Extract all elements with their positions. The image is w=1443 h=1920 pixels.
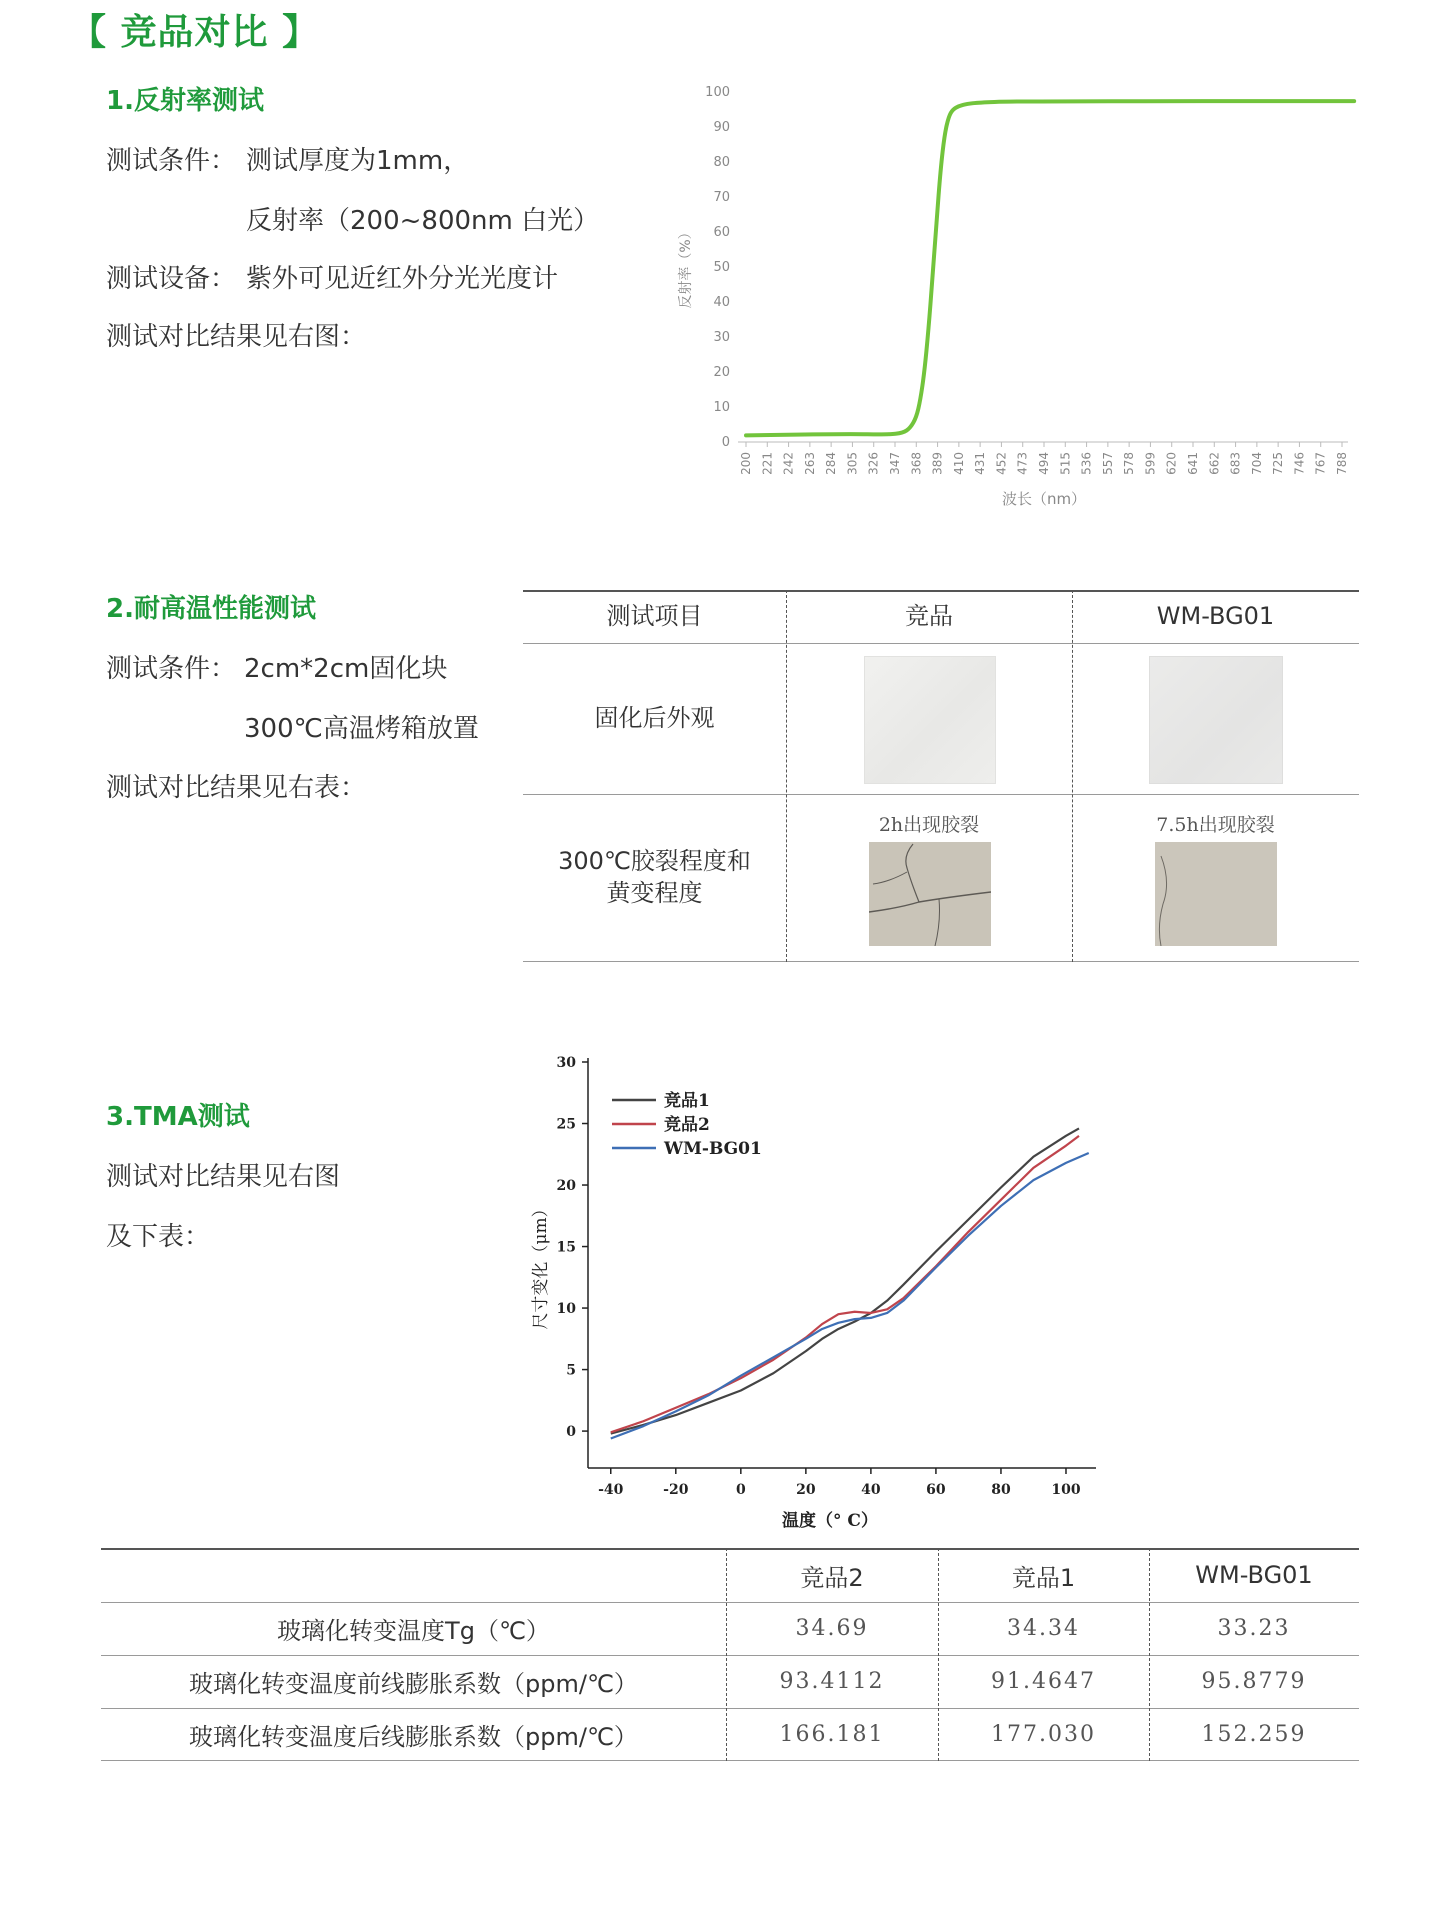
x-tick-label: 347: [888, 452, 902, 475]
x-tick-label: 305: [845, 452, 860, 475]
x-tick-label: 0: [735, 1482, 746, 1498]
y-tick-label: 0: [721, 435, 730, 450]
wm-cured-sample-image: [1149, 656, 1283, 784]
tma-row-tg-label: 玻璃化转变温度Tg（℃）: [277, 1617, 550, 1645]
y-tick-label: 70: [713, 190, 730, 205]
legend-label-1: 竞品1: [664, 1091, 710, 1111]
x-tick-label: 20: [796, 1482, 816, 1498]
tma-chart: [520, 1048, 1120, 1538]
section2-condition-line1: 2cm*2cm固化块: [244, 654, 448, 684]
x-tick-label: 494: [1037, 452, 1051, 475]
section1-condition-line2: 反射率（200~800nm 白光）: [246, 206, 600, 236]
y-tick-label: 40: [713, 295, 730, 310]
row-heat-crack-label-line1: 300℃胶裂程度和: [558, 847, 751, 876]
x-tick-label: 767: [1313, 452, 1328, 475]
header-competitor: 竞品: [905, 601, 953, 630]
tma-header-wm-bg01: WM-BG01: [1195, 1561, 1313, 1589]
x-tick-label: 704: [1249, 452, 1264, 475]
section2-condition-line2: 300℃高温烤箱放置: [244, 714, 479, 744]
tma-row-cte-before-competitor2: 93.4112: [779, 1669, 885, 1694]
x-axis-label: 波长（nm）: [1001, 490, 1087, 508]
table-rule: [101, 1760, 1359, 1761]
x-tick-label: 80: [991, 1482, 1011, 1498]
table-divider: [1072, 590, 1073, 962]
header-test-item: 测试项目: [606, 601, 703, 630]
section1-result-note: 测试对比结果见右图：: [106, 322, 367, 352]
y-tick-label: 30: [556, 1055, 576, 1071]
x-tick-label: 641: [1186, 452, 1200, 475]
x-tick-label: 536: [1079, 452, 1094, 475]
x-tick-label: 452: [994, 452, 1009, 475]
y-tick-label: 20: [556, 1178, 576, 1195]
sample-surface: [1155, 842, 1277, 946]
section2-heading: 2.耐高温性能测试: [106, 594, 316, 624]
x-tick-label: 683: [1228, 452, 1243, 475]
x-tick-label: 100: [1051, 1482, 1081, 1498]
x-tick-label: 200: [739, 452, 753, 475]
tma-row-tg-competitor1: 34.34: [1007, 1616, 1080, 1641]
y-tick-label: 0: [566, 1424, 576, 1441]
wm-crack-caption: 7.5h出现胶裂: [1156, 814, 1275, 836]
tma-row-cte-after-label: 玻璃化转变温度后线膨胀系数（ppm/℃）: [189, 1722, 638, 1751]
reflectance-chart: [670, 78, 1370, 518]
section2-condition-label: 测试条件：: [106, 654, 237, 684]
x-tick-label: 242: [781, 452, 796, 475]
x-tick-label: 60: [926, 1482, 946, 1498]
table-divider: [786, 590, 787, 962]
competitor-cured-sample-image: [864, 656, 996, 784]
y-axis-label: 反射率（%）: [678, 225, 694, 309]
section3-line1: 测试对比结果见右图: [106, 1162, 341, 1192]
x-tick-label: 284: [824, 452, 839, 475]
x-tick-label: 40: [861, 1482, 881, 1498]
x-tick-label: 431: [973, 452, 988, 475]
tma-row-cte-before-label: 玻璃化转变温度前线膨胀系数（ppm/℃）: [189, 1670, 638, 1698]
tma-header-competitor2: 竞品2: [800, 1563, 864, 1592]
tma-table: [101, 1548, 1359, 1761]
y-tick-label: 30: [713, 330, 730, 345]
y-tick-label: 60: [713, 225, 730, 240]
row-heat-crack-label: [523, 794, 786, 961]
x-tick-label: 410: [951, 452, 966, 475]
tma-row-cte-after-competitor1: 177.030: [991, 1721, 1096, 1747]
x-tick-label: -40: [598, 1482, 624, 1498]
tma-header-competitor1: 竞品1: [1011, 1563, 1076, 1592]
header-wm-bg01: WM-BG01: [1156, 601, 1275, 630]
row-cured-appearance-label: 固化后外观: [594, 703, 715, 732]
legend-label-3: WM-BG01: [664, 1139, 762, 1159]
y-tick-label: 10: [556, 1301, 576, 1318]
y-tick-label: 10: [713, 400, 730, 415]
x-tick-label: 725: [1271, 452, 1286, 475]
section2-result-note: 测试对比结果见右表：: [106, 773, 367, 803]
competitor-crack-caption: 2h出现胶裂: [878, 814, 980, 836]
x-tick-label: 473: [1015, 452, 1030, 475]
y-tick-label: 50: [713, 260, 730, 275]
section1-equipment-value: 紫外可见近红外分光光度计: [246, 264, 559, 294]
y-tick-label: 25: [556, 1116, 576, 1133]
x-tick-label: 746: [1292, 452, 1307, 475]
x-tick-label: 263: [802, 452, 817, 475]
page-title: 【 竞品对比 】: [70, 12, 320, 53]
y-tick-label: 90: [713, 120, 730, 135]
x-tick-label: 599: [1143, 452, 1158, 475]
section1-heading: 1.反射率测试: [106, 86, 264, 116]
tma-row-cte-before-wm-bg01: 95.8779: [1201, 1669, 1307, 1694]
section3-line2: 及下表：: [106, 1222, 211, 1252]
heat-test-table: [523, 590, 1359, 962]
x-tick-label: 368: [909, 452, 924, 475]
y-tick-label: 100: [705, 85, 730, 100]
tma-row-cte-after-competitor2: 166.181: [779, 1721, 885, 1747]
tma-row-tg-competitor2: 34.69: [795, 1616, 869, 1641]
x-tick-label: 326: [866, 452, 881, 475]
x-tick-label: 389: [930, 452, 945, 475]
x-tick-label: 221: [760, 452, 775, 475]
tma-header-blank: [101, 1548, 726, 1602]
tma-row-tg-wm-bg01: 33.23: [1217, 1616, 1291, 1641]
reflectance-series-line: [746, 101, 1354, 435]
tma-row-cte-after-wm-bg01: 152.259: [1201, 1721, 1307, 1747]
row-heat-crack-label-line2: 黄变程度: [606, 878, 703, 907]
x-tick-label: 515: [1058, 452, 1073, 475]
x-tick-label: -20: [663, 1482, 689, 1498]
section3-heading: 3.TMA测试: [106, 1102, 250, 1132]
x-tick-label: 578: [1122, 452, 1137, 475]
y-tick-label: 5: [566, 1362, 576, 1379]
section1-condition-label: 测试条件：: [106, 146, 237, 176]
x-tick-label: 662: [1207, 452, 1222, 475]
y-axis-label: 尺寸变化（μm）: [531, 1200, 551, 1330]
y-tick-label: 15: [556, 1239, 576, 1256]
x-tick-label: 620: [1164, 452, 1179, 475]
wm-cracked-sample-image: [1155, 842, 1277, 946]
series-line-1: [611, 1128, 1079, 1433]
legend-label-2: 竞品2: [664, 1115, 710, 1135]
section1-condition-line1: 测试厚度为1mm，: [246, 146, 470, 176]
tma-row-cte-before-competitor1: 91.4647: [991, 1669, 1096, 1694]
y-tick-label: 80: [713, 155, 730, 170]
x-tick-label: 557: [1100, 452, 1115, 475]
section1-equipment-label: 测试设备：: [106, 264, 237, 294]
competitor-cracked-sample-image: [869, 842, 991, 946]
x-axis-label: 温度（° C）: [782, 1511, 878, 1531]
series-line-3: [611, 1153, 1089, 1438]
x-tick-label: 788: [1335, 452, 1349, 475]
y-tick-label: 20: [713, 365, 730, 380]
table-rule: [523, 961, 1359, 962]
